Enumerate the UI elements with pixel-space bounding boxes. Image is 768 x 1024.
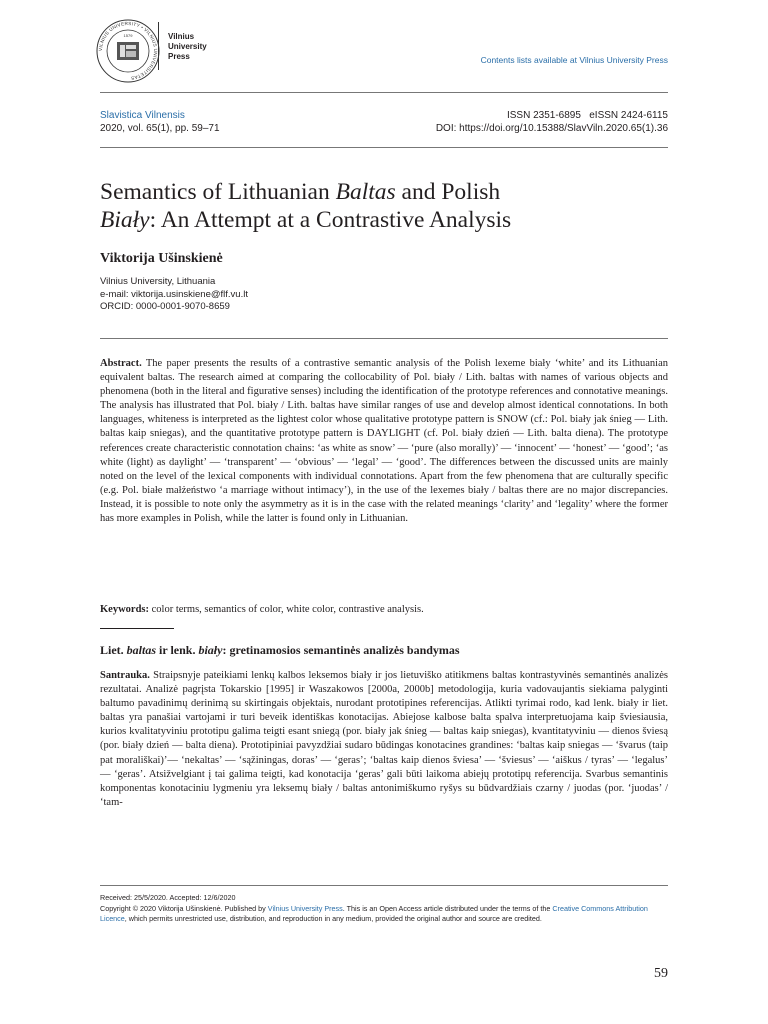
author-name: Viktorija Ušinskienė [100, 251, 223, 266]
author-email[interactable]: e-mail: viktorija.usinskiene@flf.vu.lt [100, 288, 248, 300]
keywords-label: Keywords: [100, 604, 149, 615]
page-number: 59 [654, 966, 668, 981]
journal-rule [100, 147, 668, 148]
header-divider [158, 22, 159, 70]
seal-year: 1579 [123, 33, 133, 38]
publisher-link[interactable]: Vilnius University Press [267, 903, 343, 913]
licence-link[interactable]: Creative Commons Attribution Licence [100, 903, 648, 923]
footer-notes [100, 893, 668, 925]
header-rule [100, 92, 668, 93]
journal-info [100, 109, 220, 135]
section-short-rule [100, 628, 174, 629]
affiliation: Vilnius University, Lithuania [100, 276, 216, 287]
received-dates: Received: 25/5/2020. Accepted: 12/6/2020 [100, 893, 236, 902]
press-name: Vilnius University Press [168, 32, 207, 61]
lithuanian-summary [100, 669, 668, 810]
seal-ring-text: VILNIUS UNIVERSITY • VILNIUS UNIVERSITETAS [97, 20, 159, 81]
footer-rule [100, 885, 668, 886]
summary-text: Straipsnyje pateikiami lenkų kalbos leksemos biały ir jos lietuviško atitikmens baltas kontrastyvinės semantinės analizės rezultatai. Analizė pagrįsta Tokarskio [1995] ir Waszakowos [2000a, 2000b] metodologija, kuria vadovaujantis siekiama palyginti baltumo pavadinimų derinimą su skirtingais objektais, nurodant prototipines referencijas. Atlikti tyrimai rodo, kad lenk. biały ir liet. baltas yra panašiai vartojami ir turi beveik identiškas konotacijas. Abiejose kalbose balta spalva interpretuojama kaip šviesiausia, kurios kvalitatyviniu prototipu galima teigti esant sniegą (por. biały jak śnieg — baltas kaip sniegas), kvantitatyviniu — dienos šviesą (por. biały dzień — balta diena). Prototipiniai pavyzdžiai sudaro būdingas konotacines grandines: ‘baltas kaip sniegas — ‘švarus (taip pat morališkai)’— ‘nekaltas’ — ‘sąžiningas, doras’ — ‘geras’; ‘baltas kaip dienos šviesa’ — ‘šviesus’ — ‘aiškus / tyras’ — ‘legalus’ — ‘geras’. Atsižvelgiant į tai galima teigti, kad konotacija ‘geras’ gali būti laikoma abiejų prototipų referencija. Svarbus semantinis komponentas konotaciniu lygmeniu yra leksemų biały / baltas antonimiškumo ryšys su būdvardžiais czarny / juodas (por. ‘juodas’ / ‘tam- [100, 670, 668, 808]
journal-name-link[interactable]: Slavistica Vilnensis [100, 110, 185, 121]
abstract-rule [100, 338, 668, 339]
doi[interactable]: DOI: https://doi.org/10.15388/SlavViln.2020.65(1).36 [435, 123, 668, 134]
issn: ISSN 2351-6895 eISSN 2424-6115 [506, 110, 668, 121]
lithuanian-title: Liet. baltas ir lenk. biały: gretinamosios semantinės analizės bandymas [100, 643, 460, 657]
article-title: Semantics of Lithuanian Baltas and Polish Biały: An Attempt at a Contrastive Analysis [100, 179, 512, 233]
keywords-text: color terms, semantics of color, white color, contrastive analysis. [151, 604, 424, 615]
journal-volume: 2020, vol. 65(1), pp. 59–71 [100, 123, 220, 134]
abstract [100, 357, 668, 526]
author-affiliation [100, 276, 248, 314]
copyright-notice: Copyright © 2020 Viktorija Ušinskienė. Published by Vilnius University Press. This is an Open Access article distributed under the terms of the Creative Commons Attribution Licence, which permits unrestricted use, distribution, and reproduction in any medium, provided the original author and source are credited. [100, 903, 648, 923]
journal-identifiers [436, 109, 668, 135]
abstract-text: The paper presents the results of a contrastive semantic analysis of the Polish lexeme biały ‘white’ and its Lithuanian equivalent baltas. The research aimed at comparing the collocability of Pol. biały / Lith. baltas with names of various objects and phenomena (both in the literal and figurative senses) including the identification of the prototype references and connotative meanings. The analysis has illustrated that Pol. biały / Lith. baltas have similar ranges of use and develop almost identical connotations. In both languages, whiteness is interpreted as the lightest color whose qualitative prototype pattern is SNOW (cf.: Pol. biały jak śnieg — Lith. baltas kaip sniegas), and the quantitative prototype pattern is DAYLIGHT (cf. Pol. biały dzień — Lith. balta diena). The prototype references create characteristic connotation chains: ‘as white as snow’ — ‘pure (also morally)’ — ‘innocent’ — ‘honest’ — ‘good’; ‘as white (light) as daylight’ — ‘transparent’ — ‘obvious’ — ‘legal’ — ‘good’. The differences between the discussed units are mainly noted on the level of the lexical components with individual connotations. Apart from the few phenomena that are culturally specific (e.g. Pol. białe małżeństwo ‘a marriage without intimacy’), in the use of the lexemes biały / baltas there are no major discrepancies. Instead, it is possible to note only the asymmetry as it is in the case with the related meanings ‘clarity’ and ‘legality’ where the former has more examples in Polish, while the latter is found only in Lithuanian. [100, 358, 669, 525]
abstract-label: Abstract. [100, 358, 142, 369]
author-orcid[interactable]: ORCID: 0000-0001-9070-8659 [100, 301, 230, 312]
keywords [100, 604, 424, 615]
summary-label: Santrauka. [100, 670, 150, 681]
university-seal-logo [95, 18, 161, 84]
contents-available-link[interactable]: Contents lists available at Vilnius University Press [480, 55, 668, 65]
